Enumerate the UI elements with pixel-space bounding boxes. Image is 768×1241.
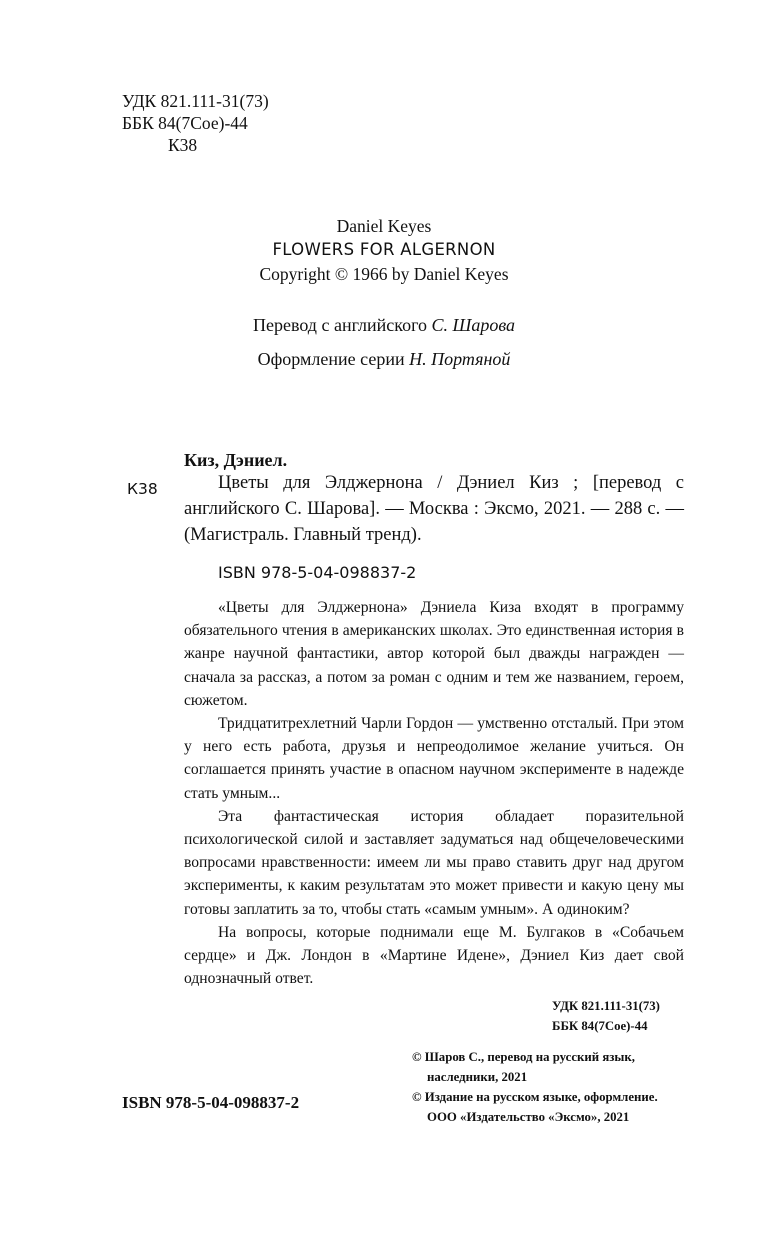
classification-codes (122, 90, 269, 156)
bibliographic-description: Цветы для Элджернона / Дэниел Киз ; [перевод с английского С. Шарова]. — Москва : Эксмо, 2021. — 288 с. — (Магистраль. Главный тренд). (184, 473, 684, 545)
bbk-code: ББК 84(7Сое)-44 (122, 113, 248, 133)
bibliographic-author: Киз, Дэниел. (184, 450, 288, 470)
translation-credit: Перевод с английского С. Шарова (252, 315, 516, 335)
copyright-notices: © Шаров С., перевод на русский язык, наследники, 2021 © Издание на русском языке, оформление. ООО «Издательство «Эксмо», 2021 (412, 1047, 702, 1127)
isbn-main: ISBN 978-5-04-098837-2 (218, 563, 417, 582)
annotation-codes: УДК 821.111-31(73) ББК 84(7Сое)-44 (552, 999, 660, 1033)
isbn-bottom: ISBN 978-5-04-098837-2 (122, 1093, 300, 1112)
original-copyright: Copyright © 1966 by Daniel Keyes (259, 264, 509, 284)
copyright-edition: © Издание на русском языке, оформление. (412, 1090, 658, 1104)
bibliographic-code: К38 (127, 480, 158, 498)
translator-name: С. Шарова (431, 315, 516, 335)
author-mark: К38 (168, 135, 198, 155)
annotation (184, 596, 684, 990)
annotation-paragraph: «Цветы для Элджернона» Дэниела Киза входят в программу обязательного чтения в американских школах. Это единственная история в жанре научной фантастики, автор которой был дважды награжден — сначала за рассказ, а потом за роман с одним и тем же названием, героем, сюжетом. (184, 599, 684, 709)
annotation-paragraph: На вопросы, которые поднимали еще М. Булгаков в «Собачьем сердце» и Дж. Лондон в «Мартине Идене», Дэниел Киз дает свой однозначный ответ. (184, 923, 684, 988)
annotation-paragraph: Эта фантастическая история обладает поразительной психологической силой и заставляет задуматься над общечеловеческими вопросами нравственности: имеем ли мы право ставить друг над другом эксперименты, к каким результатам это может привести и какую цену мы готовы заплатить за то, чтобы стать «самым умным». А одиноким? (184, 807, 684, 918)
original-edition-info (0, 214, 768, 286)
original-title: FLOWERS FOR ALGERNON (272, 240, 496, 259)
udk-code: УДК 821.111-31(73) (122, 91, 269, 111)
annotation-paragraph: Тридцатитрехлетний Чарли Гордон — умственно отсталый. При этом у него есть работа, друзья и непреодолимое желание учиться. Он соглашается принять участие в опасном научном эксперименте в надежде стать умным... (184, 715, 684, 802)
copyright-translation: © Шаров С., перевод на русский язык, (412, 1050, 635, 1064)
design-credit: Оформление серии Н. Портяной (257, 349, 511, 369)
original-author: Daniel Keyes (336, 216, 432, 236)
designer-name: Н. Портяной (409, 349, 511, 369)
